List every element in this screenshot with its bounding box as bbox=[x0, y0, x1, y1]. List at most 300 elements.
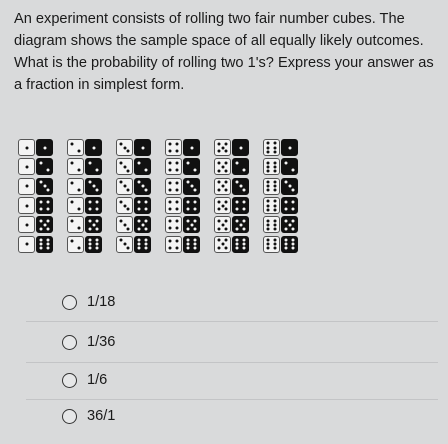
pip bbox=[77, 150, 80, 153]
pip bbox=[175, 143, 178, 146]
pip bbox=[291, 247, 294, 250]
pip bbox=[267, 181, 270, 184]
outcome-5-6 bbox=[214, 234, 260, 253]
radio-button[interactable] bbox=[62, 335, 77, 350]
pip bbox=[43, 223, 46, 226]
outcome-1-2 bbox=[18, 157, 64, 176]
pip bbox=[288, 146, 291, 149]
white-die-1 bbox=[18, 236, 35, 253]
white-die-4 bbox=[165, 216, 182, 233]
pip bbox=[242, 238, 245, 241]
choice-label: 36/1 bbox=[87, 408, 116, 424]
white-die-5 bbox=[214, 139, 231, 156]
outcome-6-5 bbox=[263, 215, 309, 234]
black-die-2 bbox=[281, 158, 298, 175]
pip bbox=[187, 243, 190, 246]
pip bbox=[217, 142, 220, 145]
pip bbox=[119, 200, 122, 203]
pip bbox=[40, 201, 43, 204]
white-die-3 bbox=[116, 197, 133, 214]
pip bbox=[273, 228, 276, 231]
pip bbox=[273, 142, 276, 145]
pip bbox=[190, 185, 193, 188]
pip bbox=[25, 223, 28, 226]
pip bbox=[137, 227, 140, 230]
pip bbox=[193, 238, 196, 241]
pip bbox=[225, 181, 228, 184]
pip bbox=[235, 181, 238, 184]
black-die-2 bbox=[134, 158, 151, 175]
white-die-5 bbox=[214, 216, 231, 233]
pip bbox=[144, 169, 147, 172]
pip bbox=[236, 247, 239, 250]
pip bbox=[193, 207, 196, 210]
pip bbox=[225, 220, 228, 223]
pip bbox=[77, 169, 80, 172]
pip bbox=[144, 247, 147, 250]
pip bbox=[123, 165, 126, 168]
pip bbox=[169, 162, 172, 165]
pip bbox=[273, 170, 276, 173]
pip bbox=[193, 201, 196, 204]
pip bbox=[144, 207, 147, 210]
pip bbox=[88, 181, 91, 184]
outcome-3-4 bbox=[116, 196, 162, 215]
pip bbox=[25, 185, 28, 188]
white-die-6 bbox=[263, 197, 280, 214]
pip bbox=[221, 223, 224, 226]
pip bbox=[127, 169, 130, 172]
pip bbox=[127, 188, 130, 191]
pip bbox=[236, 201, 239, 204]
pip bbox=[119, 162, 122, 165]
pip bbox=[123, 204, 126, 207]
white-die-2 bbox=[67, 178, 84, 195]
pip bbox=[169, 150, 172, 153]
pip bbox=[187, 238, 190, 241]
white-die-1 bbox=[18, 178, 35, 195]
white-die-6 bbox=[263, 236, 280, 253]
pip bbox=[89, 201, 92, 204]
pip bbox=[138, 162, 141, 165]
choice-label: 1/18 bbox=[87, 294, 116, 310]
pip bbox=[225, 239, 228, 242]
pip bbox=[25, 243, 28, 246]
pip bbox=[267, 200, 270, 203]
black-die-1 bbox=[134, 139, 151, 156]
pip bbox=[267, 223, 270, 226]
pip bbox=[225, 200, 228, 203]
pip bbox=[186, 227, 189, 230]
pip bbox=[88, 220, 91, 223]
pip bbox=[175, 239, 178, 242]
black-die-1 bbox=[36, 139, 53, 156]
pip bbox=[92, 185, 95, 188]
pip bbox=[239, 223, 242, 226]
pip bbox=[88, 227, 91, 230]
black-die-3 bbox=[134, 178, 151, 195]
pip bbox=[217, 246, 220, 249]
black-die-4 bbox=[36, 197, 53, 214]
radio-button[interactable] bbox=[62, 409, 77, 424]
pip bbox=[127, 246, 130, 249]
pip bbox=[288, 223, 291, 226]
black-die-6 bbox=[183, 236, 200, 253]
pip bbox=[225, 142, 228, 145]
pip bbox=[217, 162, 220, 165]
pip bbox=[187, 162, 190, 165]
pip bbox=[217, 188, 220, 191]
pip bbox=[217, 150, 220, 153]
pip bbox=[119, 220, 122, 223]
black-die-2 bbox=[183, 158, 200, 175]
pip bbox=[89, 243, 92, 246]
pip bbox=[267, 238, 270, 241]
pip bbox=[123, 185, 126, 188]
white-die-2 bbox=[67, 236, 84, 253]
pip bbox=[77, 207, 80, 210]
black-die-1 bbox=[85, 139, 102, 156]
pip bbox=[273, 181, 276, 184]
pip bbox=[273, 200, 276, 203]
pip bbox=[291, 243, 294, 246]
pip bbox=[187, 247, 190, 250]
pip bbox=[217, 227, 220, 230]
pip bbox=[89, 162, 92, 165]
pip bbox=[243, 220, 246, 223]
pip bbox=[96, 227, 99, 230]
pip bbox=[284, 220, 287, 223]
white-die-2 bbox=[67, 158, 84, 175]
pip bbox=[89, 207, 92, 210]
white-die-2 bbox=[67, 197, 84, 214]
pip bbox=[267, 208, 270, 211]
black-die-2 bbox=[232, 158, 249, 175]
pip bbox=[25, 204, 28, 207]
pip bbox=[235, 220, 238, 223]
pip bbox=[217, 220, 220, 223]
pip bbox=[285, 207, 288, 210]
pip bbox=[144, 201, 147, 204]
pip bbox=[169, 207, 172, 210]
pip bbox=[267, 161, 270, 164]
pip bbox=[39, 220, 42, 223]
pip bbox=[138, 201, 141, 204]
pip bbox=[217, 169, 220, 172]
outcome-4-2 bbox=[165, 157, 211, 176]
pip bbox=[284, 227, 287, 230]
outcome-2-3 bbox=[67, 177, 113, 196]
pip bbox=[225, 188, 228, 191]
pip bbox=[225, 169, 228, 172]
pip bbox=[273, 223, 276, 226]
pip bbox=[46, 238, 49, 241]
pip bbox=[273, 204, 276, 207]
answer-choice-1-18[interactable] bbox=[62, 294, 115, 310]
pip bbox=[175, 181, 178, 184]
outcome-6-2 bbox=[263, 157, 309, 176]
outcome-5-2 bbox=[214, 157, 260, 176]
pip bbox=[267, 142, 270, 145]
pip bbox=[284, 181, 287, 184]
pip bbox=[267, 165, 270, 168]
white-die-4 bbox=[165, 197, 182, 214]
outcome-6-3 bbox=[263, 177, 309, 196]
outcome-3-3 bbox=[116, 177, 162, 196]
pip bbox=[145, 220, 148, 223]
answer-choice-1-36[interactable] bbox=[62, 334, 115, 350]
pip bbox=[39, 227, 42, 230]
pip bbox=[194, 188, 197, 191]
black-die-5 bbox=[134, 216, 151, 233]
pip bbox=[137, 220, 140, 223]
pip bbox=[145, 227, 148, 230]
outcome-1-6 bbox=[18, 234, 64, 253]
pip bbox=[273, 161, 276, 164]
pip bbox=[267, 146, 270, 149]
pip bbox=[175, 227, 178, 230]
pip bbox=[285, 247, 288, 250]
pip bbox=[119, 181, 122, 184]
black-die-6 bbox=[36, 236, 53, 253]
question-text: An experiment consists of rolling two fair number cubes. The diagram shows the sample space of all equally likely outcomes. What is the probability of rolling two 1's? Express your answer as a fraction in simplest form. bbox=[14, 11, 434, 93]
black-die-5 bbox=[183, 216, 200, 233]
pip bbox=[71, 220, 74, 223]
pip bbox=[71, 239, 74, 242]
pip bbox=[236, 207, 239, 210]
black-die-3 bbox=[232, 178, 249, 195]
pip bbox=[138, 243, 141, 246]
pip bbox=[46, 201, 49, 204]
pip bbox=[175, 150, 178, 153]
pip bbox=[77, 246, 80, 249]
pip bbox=[169, 239, 172, 242]
black-die-4 bbox=[183, 197, 200, 214]
pip bbox=[186, 181, 189, 184]
white-die-3 bbox=[116, 158, 133, 175]
pip bbox=[138, 207, 141, 210]
white-die-6 bbox=[263, 178, 280, 195]
outcome-2-6 bbox=[67, 234, 113, 253]
white-die-4 bbox=[165, 158, 182, 175]
pip bbox=[144, 238, 147, 241]
outcome-3-2 bbox=[116, 157, 162, 176]
pip bbox=[137, 181, 140, 184]
pip bbox=[175, 207, 178, 210]
pip bbox=[285, 243, 288, 246]
pip bbox=[242, 207, 245, 210]
pip bbox=[243, 227, 246, 230]
pip bbox=[77, 227, 80, 230]
black-die-3 bbox=[281, 178, 298, 195]
black-die-6 bbox=[281, 236, 298, 253]
pip bbox=[273, 208, 276, 211]
black-die-5 bbox=[281, 216, 298, 233]
pip bbox=[89, 247, 92, 250]
pip bbox=[190, 146, 193, 149]
pip bbox=[71, 181, 74, 184]
pip bbox=[291, 238, 294, 241]
pip bbox=[221, 243, 224, 246]
outcome-4-3 bbox=[165, 177, 211, 196]
pip bbox=[123, 146, 126, 149]
pip bbox=[273, 238, 276, 241]
pip bbox=[285, 162, 288, 165]
outcome-1-1 bbox=[18, 138, 64, 157]
pip bbox=[169, 227, 172, 230]
pip bbox=[217, 208, 220, 211]
pip bbox=[217, 200, 220, 203]
black-die-4 bbox=[85, 197, 102, 214]
pip bbox=[267, 247, 270, 250]
outcome-3-1 bbox=[116, 138, 162, 157]
black-die-5 bbox=[85, 216, 102, 233]
divider bbox=[26, 399, 438, 400]
pip bbox=[217, 181, 220, 184]
pip bbox=[225, 150, 228, 153]
pip bbox=[194, 227, 197, 230]
black-die-6 bbox=[134, 236, 151, 253]
outcome-6-4 bbox=[263, 196, 309, 215]
pip bbox=[267, 189, 270, 192]
outcome-2-5 bbox=[67, 215, 113, 234]
pip bbox=[267, 219, 270, 222]
pip bbox=[39, 181, 42, 184]
black-die-2 bbox=[36, 158, 53, 175]
pip bbox=[169, 188, 172, 191]
pip bbox=[273, 247, 276, 250]
pip bbox=[169, 181, 172, 184]
pip bbox=[95, 243, 98, 246]
pip bbox=[169, 143, 172, 146]
pip bbox=[145, 188, 148, 191]
pip bbox=[243, 188, 246, 191]
pip bbox=[267, 170, 270, 173]
white-die-5 bbox=[214, 236, 231, 253]
pip bbox=[239, 185, 242, 188]
pip bbox=[187, 207, 190, 210]
pip bbox=[273, 165, 276, 168]
pip bbox=[217, 239, 220, 242]
pip bbox=[225, 246, 228, 249]
white-die-5 bbox=[214, 158, 231, 175]
pip bbox=[95, 247, 98, 250]
white-die-1 bbox=[18, 158, 35, 175]
outcome-3-6 bbox=[116, 234, 162, 253]
outcome-2-4 bbox=[67, 196, 113, 215]
white-die-1 bbox=[18, 216, 35, 233]
pip bbox=[138, 247, 141, 250]
pip bbox=[291, 201, 294, 204]
pip bbox=[46, 207, 49, 210]
outcome-2-2 bbox=[67, 157, 113, 176]
white-die-2 bbox=[67, 216, 84, 233]
black-die-1 bbox=[183, 139, 200, 156]
pip bbox=[187, 201, 190, 204]
pip bbox=[225, 227, 228, 230]
pip bbox=[71, 143, 74, 146]
pip bbox=[267, 228, 270, 231]
pip bbox=[194, 220, 197, 223]
black-die-1 bbox=[232, 139, 249, 156]
outcome-5-5 bbox=[214, 215, 260, 234]
pip bbox=[141, 185, 144, 188]
pip bbox=[144, 243, 147, 246]
white-die-2 bbox=[67, 139, 84, 156]
black-die-3 bbox=[36, 178, 53, 195]
white-die-6 bbox=[263, 158, 280, 175]
pip bbox=[96, 188, 99, 191]
pip bbox=[95, 207, 98, 210]
pip bbox=[71, 162, 74, 165]
white-die-1 bbox=[18, 139, 35, 156]
choice-label: 1/36 bbox=[87, 334, 116, 350]
pip bbox=[288, 185, 291, 188]
radio-button[interactable] bbox=[62, 295, 77, 310]
pip bbox=[221, 165, 224, 168]
white-die-4 bbox=[165, 236, 182, 253]
pip bbox=[242, 247, 245, 250]
pip bbox=[267, 185, 270, 188]
black-die-3 bbox=[183, 178, 200, 195]
pip bbox=[138, 238, 141, 241]
pip bbox=[47, 220, 50, 223]
sample-space-diagram bbox=[18, 138, 309, 254]
radio-button[interactable] bbox=[62, 373, 77, 388]
pip bbox=[292, 188, 295, 191]
answer-choice-1-6[interactable] bbox=[62, 372, 107, 388]
pip bbox=[43, 185, 46, 188]
outcome-1-3 bbox=[18, 177, 64, 196]
pip bbox=[285, 238, 288, 241]
pip bbox=[40, 162, 43, 165]
white-die-6 bbox=[263, 216, 280, 233]
outcome-4-6 bbox=[165, 234, 211, 253]
outcome-5-4 bbox=[214, 196, 260, 215]
answer-choice-36-1[interactable] bbox=[62, 408, 115, 424]
pip bbox=[291, 169, 294, 172]
pip bbox=[193, 247, 196, 250]
white-die-6 bbox=[263, 139, 280, 156]
pip bbox=[175, 201, 178, 204]
pip bbox=[141, 146, 144, 149]
pip bbox=[193, 169, 196, 172]
white-die-3 bbox=[116, 178, 133, 195]
outcome-2-1 bbox=[67, 138, 113, 157]
outcome-5-1 bbox=[214, 138, 260, 157]
pip bbox=[193, 243, 196, 246]
pip bbox=[40, 243, 43, 246]
white-die-3 bbox=[116, 236, 133, 253]
pip bbox=[175, 188, 178, 191]
pip bbox=[242, 201, 245, 204]
pip bbox=[239, 146, 242, 149]
pip bbox=[40, 207, 43, 210]
pip bbox=[43, 146, 46, 149]
black-die-4 bbox=[281, 197, 298, 214]
outcome-6-1 bbox=[263, 138, 309, 157]
outcome-1-5 bbox=[18, 215, 64, 234]
white-die-3 bbox=[116, 216, 133, 233]
pip bbox=[273, 146, 276, 149]
pip bbox=[175, 220, 178, 223]
pip bbox=[119, 142, 122, 145]
divider bbox=[26, 321, 438, 322]
pip bbox=[25, 146, 28, 149]
pip bbox=[47, 188, 50, 191]
pip bbox=[169, 246, 172, 249]
pip bbox=[25, 165, 28, 168]
